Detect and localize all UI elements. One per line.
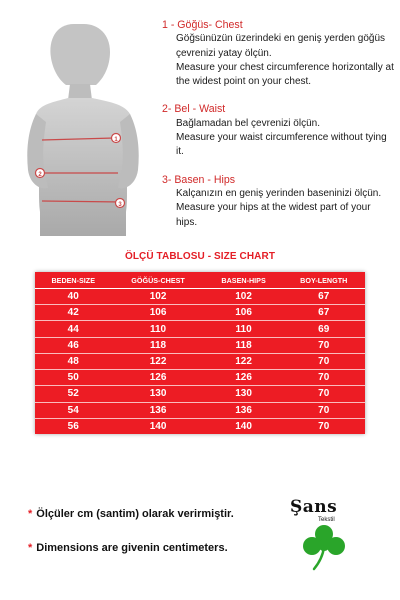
cell-hips: 122 (205, 353, 283, 369)
note-english (28, 542, 228, 554)
note-star-2: * (28, 542, 33, 554)
table-row (35, 321, 365, 337)
cell-size: 54 (35, 402, 111, 418)
cell-chest: 106 (111, 305, 204, 321)
size-table-body (35, 289, 365, 435)
header-size: BEDEN-SIZE (35, 272, 111, 289)
table-row (35, 337, 365, 353)
size-table-header (35, 272, 365, 289)
size-table (35, 272, 365, 434)
step-hips-tr: Kalçanızın en geniş yerinden baseninizi ölçün. (176, 187, 382, 199)
size-chart-table (35, 272, 365, 434)
cell-hips: 102 (235, 291, 252, 303)
cell-chest: 118 (111, 337, 204, 353)
cell-hips: 140 (205, 418, 283, 434)
step-chest-en: Measure your chest circumference horizontally at the widest point on your chest. (176, 61, 394, 88)
cell-hips: 110 (205, 321, 283, 337)
cell-size: 44 (35, 321, 111, 337)
step-waist (162, 102, 394, 159)
table-row (35, 418, 365, 434)
header-hips: BASEN-HIPS (205, 272, 283, 289)
table-row (35, 289, 365, 305)
cell-size: 40 (67, 291, 79, 303)
step-waist-en: Measure your waist circumference without tying it. (176, 132, 387, 158)
brand-logo (288, 497, 358, 573)
cell-length: 67 (282, 305, 365, 321)
cell-length: 70 (282, 386, 365, 402)
table-row (35, 386, 365, 402)
table-row (35, 402, 365, 418)
figure-torso (33, 98, 132, 236)
marker-1-label: 1 (114, 137, 118, 143)
cell-size: 56 (35, 418, 111, 434)
figure-neck (68, 84, 92, 100)
header-length: BOY-LENGTH (282, 272, 365, 289)
cell-size: 46 (35, 337, 111, 353)
step-chest (162, 18, 394, 89)
step-chest-tr: Göğsünüzün üzerindeki en geniş yerden göğüs çevrenizi yatay ölçün. (176, 33, 386, 59)
cell-size: 48 (35, 353, 111, 369)
measurement-instructions (162, 18, 394, 243)
cell-length: 70 (282, 337, 365, 353)
cell-chest: 110 (111, 321, 204, 337)
marker-2-label: 2 (38, 172, 42, 178)
cell-size: 50 (35, 370, 111, 386)
table-row (35, 305, 365, 321)
brand-name: Şans (290, 497, 338, 517)
cell-length: 70 (282, 402, 365, 418)
note-turkish (28, 508, 234, 520)
cell-chest: 136 (111, 402, 204, 418)
note-english-text: Dimensions are givenin centimeters. (36, 542, 228, 554)
cell-chest: 130 (111, 386, 204, 402)
step-waist-title: 2- Bel - Waist (162, 103, 226, 116)
cell-length: 69 (282, 321, 365, 337)
cell-length: 70 (282, 370, 365, 386)
clover-icon (300, 523, 348, 571)
cell-length: 67 (318, 291, 330, 303)
cell-chest: 140 (111, 418, 204, 434)
step-chest-title: 1 - Göğüs- Chest (162, 19, 243, 31)
step-hips (162, 173, 394, 230)
note-star-1: * (28, 508, 33, 520)
table-row (35, 353, 365, 369)
note-turkish-text: Ölçüler cm (santim) olarak verirmiştir. (36, 508, 234, 520)
cell-hips: 130 (205, 386, 283, 402)
table-row (35, 370, 365, 386)
cell-chest: 122 (111, 353, 204, 369)
step-hips-en: Measure your hips at the widest part of your hips. (176, 202, 371, 228)
cell-length: 70 (282, 418, 365, 434)
cell-hips: 106 (205, 305, 283, 321)
marker-3-label: 3 (118, 202, 122, 208)
cell-hips: 118 (205, 337, 283, 353)
body-measurement-figure (18, 18, 146, 236)
step-hips-title: 3- Basen - Hips (162, 173, 236, 186)
brand-subtitle: Tekstil (318, 517, 335, 523)
cell-length: 70 (282, 353, 365, 369)
header-chest: GÖĞÜS-CHEST (111, 272, 204, 289)
cell-hips: 126 (205, 370, 283, 386)
cell-chest: 102 (149, 291, 167, 303)
cell-size: 42 (35, 305, 111, 321)
cell-hips: 136 (205, 402, 283, 418)
cell-size: 52 (35, 386, 111, 402)
size-chart-title: ÖLÇÜ TABLOSU - SIZE CHART (124, 251, 276, 262)
figure-head (50, 24, 110, 85)
cell-chest: 126 (111, 370, 204, 386)
step-waist-tr: Bağlamadan bel çevrenizi ölçün. (176, 117, 320, 129)
